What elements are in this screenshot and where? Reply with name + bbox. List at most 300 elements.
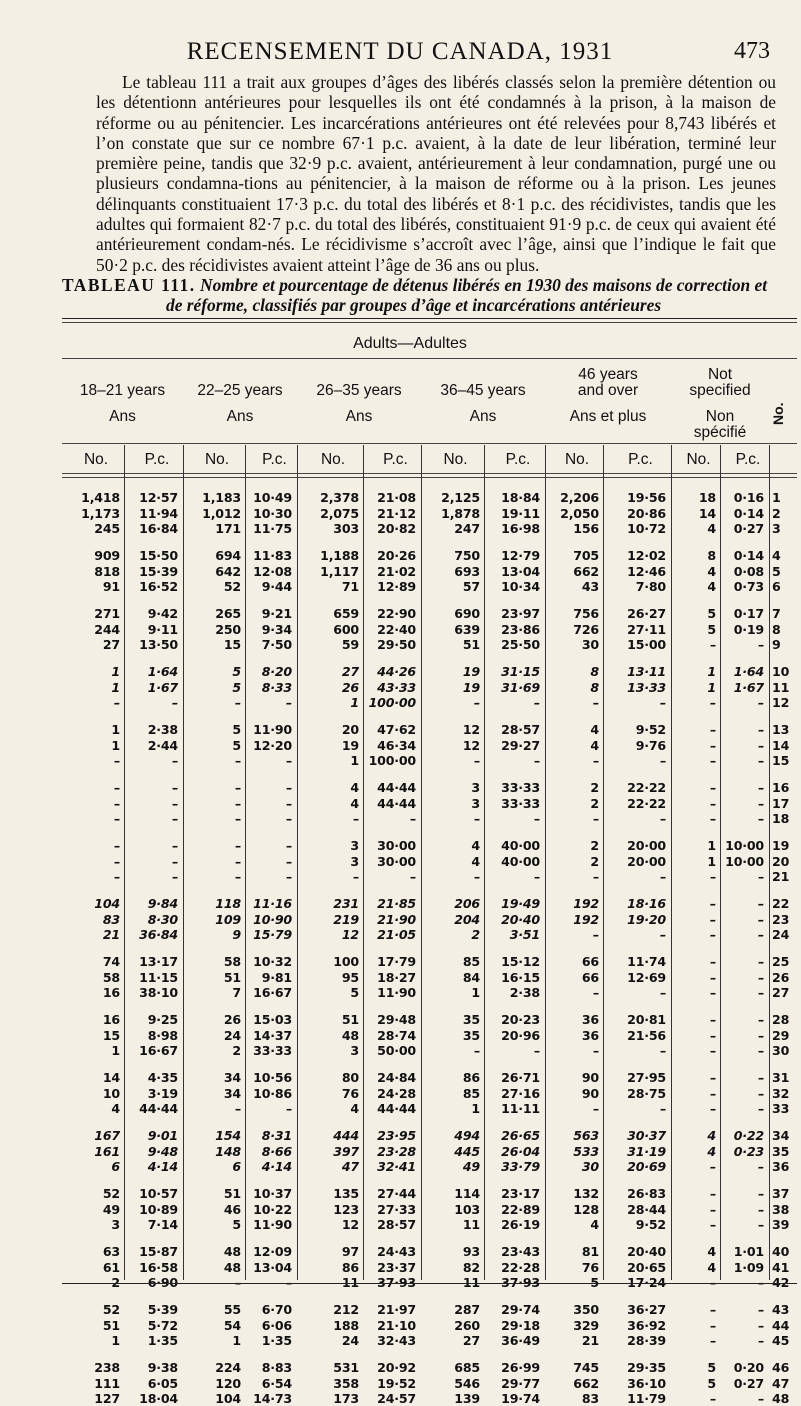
table-cell: 15·39 xyxy=(139,563,178,579)
table-cell: 662 xyxy=(573,1375,599,1391)
table-cell: 63 xyxy=(102,1244,120,1259)
table-cell: 0·27 xyxy=(733,521,764,537)
row-number: 2 xyxy=(772,505,781,521)
table-cell: 11·83 xyxy=(253,548,292,563)
table-cell: – xyxy=(171,853,178,869)
table-cell: 12·89 xyxy=(377,579,416,595)
table-cell: 36·84 xyxy=(139,927,178,943)
table-cell: 329 xyxy=(573,1317,599,1333)
table-cell: 531 xyxy=(333,1360,359,1375)
table-cell: 9·52 xyxy=(635,1217,666,1233)
table-cell: 32·41 xyxy=(377,1159,416,1175)
table-cell: 642 xyxy=(215,563,241,579)
table-cell: 148 xyxy=(215,1143,241,1159)
sub-header-pc-2: P.c. xyxy=(262,451,287,468)
table-cell: 37·93 xyxy=(501,1275,540,1291)
row-number: 23 xyxy=(772,911,790,927)
table-cell: 49 xyxy=(462,1159,480,1175)
table-cell: 250 xyxy=(215,621,241,637)
table-cell: 35 xyxy=(462,1027,480,1043)
table-cell: – xyxy=(592,927,599,943)
table-cell: 118 xyxy=(215,896,241,911)
table-cell: 29·27 xyxy=(501,737,540,753)
table-cell: 11 xyxy=(462,1275,480,1291)
group-header-5-line2: and over xyxy=(577,382,639,399)
table-cell: 23·86 xyxy=(501,621,540,637)
table-cell: 563 xyxy=(573,1128,599,1143)
table-cell: 5·39 xyxy=(147,1302,178,1317)
table-cell: 16·52 xyxy=(139,579,178,595)
table-cell: 4 xyxy=(350,780,359,795)
table-cell: 21·08 xyxy=(377,490,416,505)
table-cell: – xyxy=(113,869,120,885)
table-cell: 21·56 xyxy=(627,1027,666,1043)
table-cell: 8 xyxy=(590,664,599,679)
table-cell: 86 xyxy=(462,1070,480,1085)
table-cell: – xyxy=(757,1333,764,1349)
row-number: 13 xyxy=(772,722,790,737)
table-cell: 5 xyxy=(707,621,716,637)
table-cell: 358 xyxy=(333,1375,359,1391)
table-cell: – xyxy=(234,1101,241,1117)
table-cell: – xyxy=(757,1012,764,1027)
table-cell: 2 xyxy=(590,780,599,795)
table-cell: 103 xyxy=(454,1201,480,1217)
table-cell: 51 xyxy=(223,1186,241,1201)
table-cell: 1·67 xyxy=(147,679,178,695)
table-cell: 95 xyxy=(341,969,359,985)
table-cell: 5 xyxy=(232,679,241,695)
table-cell: – xyxy=(113,780,120,795)
table-cell: 114 xyxy=(454,1186,480,1201)
table-cell: 90 xyxy=(581,1085,599,1101)
table-cell: 8 xyxy=(590,679,599,695)
table-cell: 1 xyxy=(707,679,716,695)
table-cell: 18·84 xyxy=(501,490,540,505)
table-cell: 397 xyxy=(333,1143,359,1159)
table-cell: 48 xyxy=(341,1027,359,1043)
table-cell: 4 xyxy=(707,563,716,579)
table-cell: – xyxy=(533,1043,540,1059)
table-cell: 20·23 xyxy=(501,1012,540,1027)
table-cell: 20·81 xyxy=(627,1012,666,1027)
table-cell: 231 xyxy=(333,896,359,911)
table-cell: 1 xyxy=(111,722,120,737)
table-cell: 23·17 xyxy=(501,1186,540,1201)
row-number: 43 xyxy=(772,1302,790,1317)
table-cell: 44·44 xyxy=(377,780,416,795)
group-header-3: 26–35 years xyxy=(316,382,402,399)
table-cell: 20·00 xyxy=(627,838,666,853)
table-cell: 8·83 xyxy=(261,1360,292,1375)
table-cell: 494 xyxy=(454,1128,480,1143)
table-cell: 1·01 xyxy=(733,1244,764,1259)
table-cell: 16 xyxy=(102,985,120,1001)
sub-header-rule-2 xyxy=(62,477,797,478)
table-cell: 18·16 xyxy=(627,896,666,911)
table-cell: 5·72 xyxy=(147,1317,178,1333)
table-cell: 13·17 xyxy=(139,954,178,969)
table-cell: 12·09 xyxy=(253,1244,292,1259)
table-cell: 9·11 xyxy=(147,621,178,637)
row-number: 27 xyxy=(772,985,790,1001)
table-cell: 22·89 xyxy=(501,1201,540,1217)
table-cell: 219 xyxy=(333,911,359,927)
table-cell: 33·33 xyxy=(501,780,540,795)
table-cell: 5 xyxy=(707,606,716,621)
row-number: 42 xyxy=(772,1275,790,1291)
table-cell: – xyxy=(113,838,120,853)
table-cell: 35 xyxy=(462,1012,480,1027)
table-cell: 9·81 xyxy=(261,969,292,985)
table-cell: 4 xyxy=(111,1101,120,1117)
row-number: 47 xyxy=(772,1375,790,1391)
table-cell: 20·65 xyxy=(627,1259,666,1275)
table-cell: – xyxy=(757,1317,764,1333)
table-cell: 20·86 xyxy=(627,505,666,521)
row-number: 39 xyxy=(772,1217,790,1233)
table-cell: 127 xyxy=(94,1391,120,1406)
table-cell: – xyxy=(113,695,120,711)
table-cell: 7·80 xyxy=(635,579,666,595)
table-cell: 19 xyxy=(462,679,480,695)
table-cell: 4 xyxy=(350,1101,359,1117)
group-header-1: 18–21 years xyxy=(79,382,166,399)
table-cell: 37·93 xyxy=(377,1275,416,1291)
table-cell: – xyxy=(757,780,764,795)
table-cell: 3 xyxy=(350,838,359,853)
table-cell: – xyxy=(757,927,764,943)
group-header-fr-6-line2: spécifié xyxy=(693,424,747,441)
table-cell: – xyxy=(234,1275,241,1291)
table-cell: 18·04 xyxy=(139,1391,178,1406)
row-number: 1 xyxy=(772,490,781,505)
table-cell: 28·57 xyxy=(377,1217,416,1233)
table-cell: 19·74 xyxy=(501,1391,540,1406)
table-cell: – xyxy=(709,869,716,885)
table-cell: 20·69 xyxy=(627,1159,666,1175)
table-cell: – xyxy=(352,869,359,885)
table-cell: – xyxy=(171,869,178,885)
table-cell: 11·90 xyxy=(253,722,292,737)
table-cell: 12·79 xyxy=(501,548,540,563)
table-cell: 85 xyxy=(462,1085,480,1101)
table-cell: 13·04 xyxy=(253,1259,292,1275)
table-cell: 20·40 xyxy=(501,911,540,927)
table-cell: 90 xyxy=(581,1070,599,1085)
table-cell: – xyxy=(285,795,292,811)
table-cell: 156 xyxy=(573,521,599,537)
table-cell: 1,878 xyxy=(441,505,480,521)
table-cell: – xyxy=(757,1302,764,1317)
table-cell: 2,378 xyxy=(320,490,359,505)
table-cell: 2 xyxy=(590,795,599,811)
row-number: 8 xyxy=(772,621,781,637)
table-cell: 66 xyxy=(581,969,599,985)
group-header-fr-5: Ans et plus xyxy=(569,408,647,425)
row-number: 4 xyxy=(772,548,781,563)
table-cell: 4 xyxy=(707,579,716,595)
table-cell: – xyxy=(234,838,241,853)
table-cell: 2 xyxy=(232,1043,241,1059)
table-cell: 705 xyxy=(573,548,599,563)
table-label: TABLEAU 111. xyxy=(62,275,196,295)
table-cell: 82 xyxy=(462,1259,480,1275)
table-cell: 2,125 xyxy=(441,490,480,505)
table-cell: 2 xyxy=(111,1275,120,1291)
table-cell: 0·20 xyxy=(733,1360,764,1375)
table-cell: 11·90 xyxy=(253,1217,292,1233)
table-cell: 30 xyxy=(581,1159,599,1175)
table-cell: 21 xyxy=(102,927,120,943)
table-cell: – xyxy=(659,753,666,769)
table-cell: – xyxy=(709,722,716,737)
table-cell: 10·22 xyxy=(253,1201,292,1217)
table-cell: 27·33 xyxy=(377,1201,416,1217)
table-cell: 6 xyxy=(111,1159,120,1175)
table-cell: – xyxy=(757,1043,764,1059)
sub-header-pc-3: P.c. xyxy=(383,451,408,468)
row-number: 28 xyxy=(772,1012,790,1027)
table-cell: – xyxy=(757,1186,764,1201)
table-cell: 5 xyxy=(590,1275,599,1291)
table-cell: – xyxy=(234,811,241,827)
group-header-fr-4: Ans xyxy=(469,408,497,425)
table-cell: – xyxy=(757,911,764,927)
table-cell: 74 xyxy=(102,954,120,969)
table-cell: 36·27 xyxy=(627,1302,666,1317)
table-cell: 4 xyxy=(471,838,480,853)
table-cell: 10·00 xyxy=(725,853,764,869)
table-title-line2: de réforme, classifiés par groupes d’âge et incarcérations antérieures xyxy=(166,295,662,315)
table-cell: 59 xyxy=(341,637,359,653)
table-cell: 24·57 xyxy=(377,1391,416,1406)
table-cell: 46·34 xyxy=(377,737,416,753)
table-cell: 27·16 xyxy=(501,1085,540,1101)
table-cell: 11·75 xyxy=(253,521,292,537)
table-cell: 4 xyxy=(707,521,716,537)
table-cell: – xyxy=(709,1043,716,1059)
table-cell: 14 xyxy=(102,1070,120,1085)
table-cell: 97 xyxy=(341,1244,359,1259)
header-rule xyxy=(62,443,797,444)
table-cell: 44·44 xyxy=(377,1101,416,1117)
table-cell: 83 xyxy=(581,1391,599,1406)
table-cell: – xyxy=(592,869,599,885)
table-cell: 36·10 xyxy=(627,1375,666,1391)
table-cell: 685 xyxy=(454,1360,480,1375)
table-cell: 0·14 xyxy=(733,548,764,563)
table-cell: 11 xyxy=(462,1217,480,1233)
table-cell: 26·04 xyxy=(501,1143,540,1159)
bottom-rule xyxy=(62,1283,797,1284)
table-cell: – xyxy=(659,1101,666,1117)
table-cell: 33·33 xyxy=(501,795,540,811)
table-cell: 639 xyxy=(454,621,480,637)
table-cell: 265 xyxy=(215,606,241,621)
row-number: 7 xyxy=(772,606,781,621)
table-cell: 1 xyxy=(707,664,716,679)
table-cell: 6·05 xyxy=(147,1375,178,1391)
table-cell: – xyxy=(709,1275,716,1291)
table-cell: 12·69 xyxy=(627,969,666,985)
table-cell: 27 xyxy=(102,637,120,653)
group-header-fr-3: Ans xyxy=(345,408,373,425)
table-cell: 12·46 xyxy=(627,563,666,579)
table-cell: 154 xyxy=(215,1128,241,1143)
table-cell: 167 xyxy=(94,1128,120,1143)
table-cell: 6 xyxy=(232,1159,241,1175)
table-cell: 1 xyxy=(471,985,480,1001)
table-cell: 909 xyxy=(94,548,120,563)
row-number: 3 xyxy=(772,521,781,537)
table-cell: 21·12 xyxy=(377,505,416,521)
table-cell: 10·49 xyxy=(253,490,292,505)
table-cell: 84 xyxy=(462,969,480,985)
table-cell: 0·73 xyxy=(733,579,764,595)
table-cell: 50·00 xyxy=(377,1043,416,1059)
table-cell: – xyxy=(757,969,764,985)
table-cell: 22·90 xyxy=(377,606,416,621)
table-cell: 11·16 xyxy=(253,896,292,911)
table-cell: 7·14 xyxy=(147,1217,178,1233)
table-cell: 40·00 xyxy=(501,838,540,853)
table-cell: 5 xyxy=(232,1217,241,1233)
sub-header-no-3: No. xyxy=(320,451,346,468)
table-cell: 9·84 xyxy=(147,896,178,911)
table-cell: 48 xyxy=(223,1259,241,1275)
table-cell: 1 xyxy=(111,1043,120,1059)
table-cell: 104 xyxy=(94,896,120,911)
table-cell: – xyxy=(592,695,599,711)
table-cell: 3 xyxy=(350,853,359,869)
table-cell: – xyxy=(473,1043,480,1059)
table-cell: – xyxy=(234,753,241,769)
table-cell: – xyxy=(709,1333,716,1349)
row-number: 30 xyxy=(772,1043,790,1059)
table-cell: 19·11 xyxy=(501,505,540,521)
table-cell: 21·90 xyxy=(377,911,416,927)
table-cell: – xyxy=(592,811,599,827)
table-cell: 260 xyxy=(454,1317,480,1333)
table-cell: 19·52 xyxy=(377,1375,416,1391)
table-cell: 1·09 xyxy=(733,1259,764,1275)
table-cell: – xyxy=(234,795,241,811)
table-cell: 1,012 xyxy=(202,505,241,521)
table-cell: 66 xyxy=(581,954,599,969)
table-cell: 20·00 xyxy=(627,853,666,869)
table-cell: – xyxy=(757,1217,764,1233)
sub-header-pc-4: P.c. xyxy=(505,451,531,468)
table-cell: 30 xyxy=(581,637,599,653)
table-cell: – xyxy=(533,869,540,885)
table-cell: – xyxy=(234,780,241,795)
table-cell: 54 xyxy=(223,1317,241,1333)
row-number: 38 xyxy=(772,1201,790,1217)
table-cell: 0·19 xyxy=(733,621,764,637)
row-number: 34 xyxy=(772,1128,790,1143)
table-cell: – xyxy=(285,695,292,711)
table-cell: – xyxy=(757,1275,764,1291)
table-cell: 86 xyxy=(341,1259,359,1275)
table-cell: 27·95 xyxy=(627,1070,666,1085)
table-cell: 3·51 xyxy=(509,927,540,943)
table-cell: – xyxy=(171,753,178,769)
group-header-fr-1: Ans xyxy=(109,408,136,425)
table-cell: – xyxy=(709,780,716,795)
table-cell: 2·38 xyxy=(147,722,178,737)
sub-header-pc-6: P.c. xyxy=(735,451,761,468)
table-cell: 3 xyxy=(471,795,480,811)
row-number: 14 xyxy=(772,737,790,753)
row-number: 12 xyxy=(772,695,790,711)
table-caption xyxy=(62,275,782,315)
table-cell: – xyxy=(473,869,480,885)
table-cell: 30·00 xyxy=(377,853,416,869)
table-cell: 21·85 xyxy=(377,896,416,911)
table-cell: – xyxy=(757,1101,764,1117)
table-cell: 21 xyxy=(581,1333,599,1349)
table-cell: 10·57 xyxy=(139,1186,178,1201)
table-cell: 16 xyxy=(102,1012,120,1027)
table-cell: 57 xyxy=(462,579,480,595)
row-number: 36 xyxy=(772,1159,790,1175)
table-cell: – xyxy=(409,869,416,885)
table-cell: 14 xyxy=(698,505,716,521)
table-cell: – xyxy=(709,969,716,985)
row-number: 21 xyxy=(772,869,790,885)
table-cell: 0·22 xyxy=(733,1128,764,1143)
table-cell: 1 xyxy=(111,664,120,679)
table-cell: 5 xyxy=(707,1375,716,1391)
table-cell: 11·90 xyxy=(377,985,416,1001)
table-cell: 5 xyxy=(707,1360,716,1375)
table-cell: 47·62 xyxy=(377,722,416,737)
table-cell: 10·86 xyxy=(253,1085,292,1101)
table-cell: 8·33 xyxy=(261,679,292,695)
table-cell: – xyxy=(659,869,666,885)
table-cell: 29·35 xyxy=(627,1360,666,1375)
table-cell: 2,206 xyxy=(560,490,599,505)
top-rule-2 xyxy=(62,322,797,323)
row-number: 22 xyxy=(772,896,790,911)
table-cell: 36 xyxy=(581,1012,599,1027)
table-cell: 13·04 xyxy=(501,563,540,579)
spanner-rule xyxy=(62,358,797,359)
table-cell: 120 xyxy=(215,1375,241,1391)
table-cell: 27·44 xyxy=(377,1186,416,1201)
table-cell: 10·89 xyxy=(139,1201,178,1217)
row-number: 35 xyxy=(772,1143,790,1159)
table-cell: 4 xyxy=(707,1259,716,1275)
table-cell: – xyxy=(285,853,292,869)
table-cell: 2,075 xyxy=(320,505,359,521)
table-cell: 12·08 xyxy=(253,563,292,579)
table-cell: – xyxy=(592,753,599,769)
table-cell: 533 xyxy=(573,1143,599,1159)
table-cell: 1 xyxy=(350,695,359,711)
row-number: 33 xyxy=(772,1101,790,1117)
table-cell: 26 xyxy=(223,1012,241,1027)
table-cell: 29·48 xyxy=(377,1012,416,1027)
row-number-header: No. xyxy=(770,402,786,425)
table-cell: 55 xyxy=(223,1302,241,1317)
table-cell: – xyxy=(757,753,764,769)
table-cell: 13·11 xyxy=(627,664,666,679)
table-cell: – xyxy=(352,811,359,827)
sub-header-rule xyxy=(62,473,797,474)
table-cell: 9·34 xyxy=(261,621,292,637)
